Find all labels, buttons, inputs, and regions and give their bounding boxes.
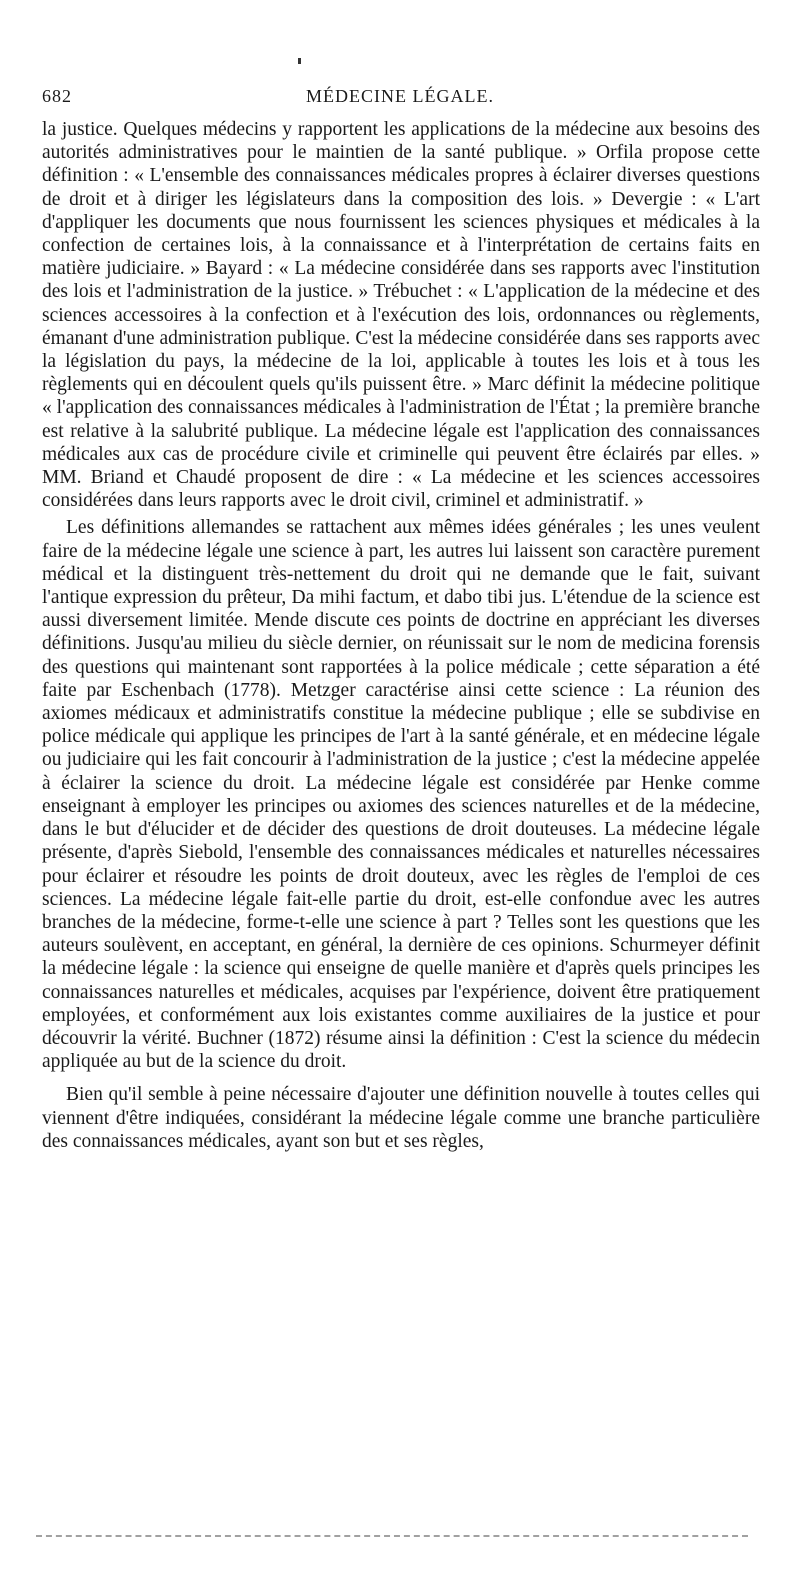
page-number: 682 bbox=[42, 86, 72, 106]
print-mark bbox=[298, 58, 301, 64]
paragraph-new-definition: Bien qu'il semble à peine nécessaire d'ajouter une définition nouvelle à toutes celles qui viennent d'être indiquées, considérant la médecine légale comme une branche particulière des connaissances médicales, ayant son but et ses règles, bbox=[42, 1084, 760, 1152]
page-header bbox=[42, 86, 758, 112]
body-text bbox=[42, 118, 760, 1153]
running-title: MÉDECINE LÉGALE. bbox=[306, 86, 494, 106]
paragraph-definitions-french: la justice. Quelques médecins y rapportent les applications de la médecine aux besoins des autorités administratives pour le maintien de la santé publique. » Orfila propose cette définition : « L'ensemble des connaissances médicales propres à éclairer diverses questions de droit et à diriger les législateurs dans la composition des lois. » Devergie : « L'art d'appliquer les documents que nous fournissent les sciences physiques et médicales à la confection de certaines lois, à la connaissance et à l'interprétation de certains faits en matière judiciaire. » Bayard : « La médecine considérée dans ses rapports avec l'institution des lois et l'administration de la justice. » Trébuchet : « L'application de la médecine et des sciences accessoires à la confection et à l'exécution des lois, ordonnances ou règlements, émanant d'une administration publique. C'est la médecine considérée dans ses rapports avec la législation du pays, la médecine de la loi, applicable à toutes les lois et à tous les règlements qui en découlent quels qu'ils puissent être. » Marc définit la médecine politique « l'application des connaissances médicales à l'administration de l'État ; la première branche est relative à la salubrité publique. La médecine légale est l'application des connaissances médicales aux cas de procédure civile et criminelle qui peuvent être éclairés par elles. » MM. Briand et Chaudé proposent de dire : « La médecine et les sciences accessoires considérées dans leurs rapports avec le droit civil, criminel et administratif. » bbox=[42, 119, 760, 512]
paragraph-definitions-german: Les définitions allemandes se rattachent aux mêmes idées générales ; les unes veulent faire de la médecine légale une science à part, les autres lui laissent son caractère purement médical et la distinguent très-nettement du droit qui ne demande que le fait, suivant l'antique expression du prêteur, Da mihi factum, et dabo tibi jus. L'étendue de la science est aussi diversement limitée. Mende discute ces points de doctrine en appréciant les diverses définitions. Jusqu'au milieu du siècle dernier, on réunissait sur le nom de medicina forensis des questions qui maintenant sont rapportées à la police médicale ; cette séparation a été faite par Eschenbach (1778). Metzger caractérise ainsi cette science : La réunion des axiomes médicaux et administratifs constitue la médecine publique ; elle se subdivise en police médicale qui applique les principes de l'art à la santé générale, et en médecine légale ou judiciaire qui les fait concourir à l'administration de la justice ; c'est la médecine appelée à éclairer la science du droit. La médecine légale est considérée par Henke comme enseignant à employer les principes ou axiomes des sciences naturelles et de la médecine, dans le but d'élucider et de décider des questions de droit douteuses. La médecine légale présente, d'après Siebold, l'ensemble des connaissances médicales et naturelles nécessaires pour éclairer et résoudre les points de droit douteux, avec les règles de l'emploi de ces sciences. La médecine légale fait-elle partie du droit, est-elle confondue avec les autres branches de la médecine, forme-t-elle une science à part ? Telles sont les questions que les auteurs soulèvent, en acceptant, en général, la dernière de ces opinions. Schurmeyer définit la médecine légale : la science qui enseigne de quelle manière et d'après quels principes les connaissances naturelles et médicales, acquises par l'expérience, doivent être pratiquement employées, et conformément aux lois existantes comme auxiliaires de la justice et pour découvrir la vérité. Buchner (1872) résume ainsi la définition : C'est la science du médecin appliquée au but de la science du droit. bbox=[42, 517, 760, 1073]
footer-rule bbox=[36, 1535, 748, 1537]
